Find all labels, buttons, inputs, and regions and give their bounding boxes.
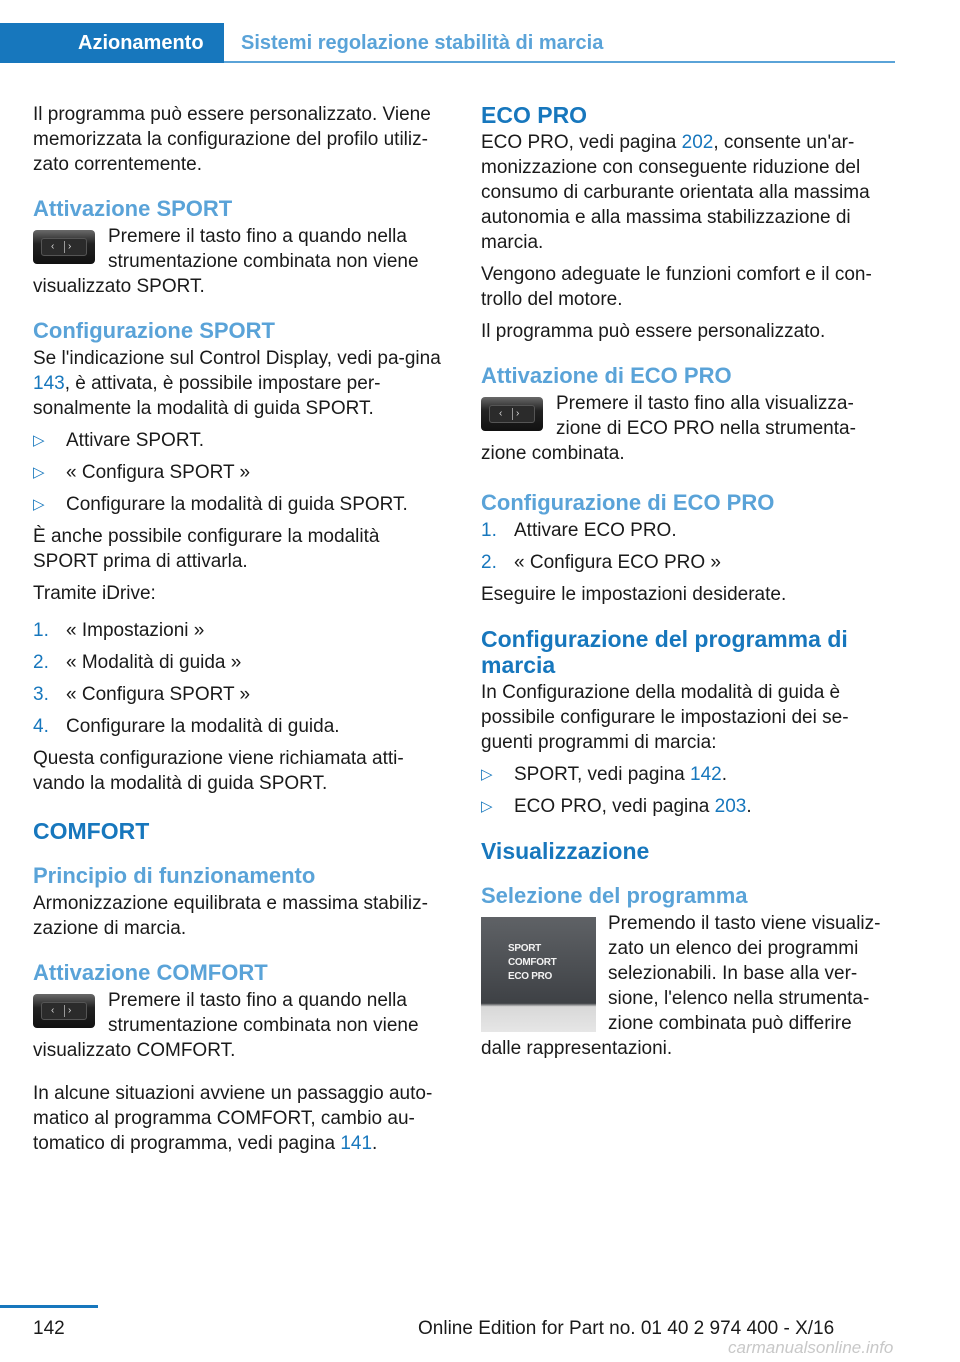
display-menu-sport: SPORT — [508, 943, 541, 954]
comfort-activation-heading: Attivazione COMFORT — [33, 960, 268, 985]
left-column — [33, 102, 449, 1163]
sport-config-paragraph: Se l'indicazione sul Control Display, vedi pa-gina 143, è attivata, è possibile impostare per-sonalmente la modalità di guida SPORT. — [33, 348, 441, 419]
list-item: ▷ Attivare SPORT. — [33, 430, 204, 451]
triangle-bullet-icon: ▷ — [33, 464, 45, 481]
driving-mode-button-icon: ‹ › — [33, 230, 95, 264]
comfort-activation-text: Premere il tasto fino a quando nella strumentazione combinata non viene visualizzato COMFORT. — [33, 990, 419, 1061]
display-menu-eco-pro: ECO PRO — [508, 971, 553, 982]
comfort-principle-paragraph: Armonizzazione equilibrata e massima stabiliz-zazione di marcia. — [33, 893, 428, 939]
page-link-143[interactable]: 143 — [33, 373, 65, 394]
sport-before-paragraph: È anche possibile configurare la modalità SPORT prima di attivarla. — [33, 526, 380, 572]
eco-activation-text: Premere il tasto fino alla visualizza-zione di ECO PRO nella strumenta-zione combinata. — [481, 393, 856, 464]
watermark: carmanualsonline.info — [728, 1338, 894, 1357]
footer-rule — [0, 1305, 98, 1308]
selection-block — [481, 911, 895, 1061]
triangle-bullet-icon: ▷ — [481, 798, 493, 815]
triangle-bullet-icon: ▷ — [481, 766, 493, 783]
eco-pro-paragraph: ECO PRO, vedi pagina 202, consente un'ar-monizzazione con conseguente riduzione del consumo di carburante orientata alla massima autonomia e alla massima stabilizzazione di marcia. — [481, 132, 870, 253]
triangle-bullet-icon: ▷ — [33, 496, 45, 513]
chapter-title: Sistemi regolazione stabilità di marcia — [241, 32, 604, 54]
edition-note: Online Edition for Part no. 01 40 2 974 400 - X/16 — [418, 1318, 835, 1339]
selection-text: Premendo il tasto viene visualiz-zato un elenco dei programmi selezionabili. In base alla ver-sione, l'elenco nella strumenta-zione combinata può differire dalle rappresentazioni. — [481, 913, 881, 1059]
display-heading: Visualizzazione — [481, 838, 650, 864]
eco-activation-heading: Attivazione di ECO PRO — [481, 363, 732, 388]
sport-steps-list — [33, 428, 449, 517]
sport-activation-heading: Attivazione SPORT — [33, 196, 233, 221]
driving-mode-button-icon: ‹ › — [481, 397, 543, 431]
eco-config-heading: Configurazione di ECO PRO — [481, 490, 775, 515]
idrive-label: Tramite iDrive: — [33, 583, 156, 604]
eco-custom-paragraph: Il programma può essere personalizzato. — [481, 321, 826, 342]
list-item: 4. Configurare la modalità di guida. — [33, 716, 340, 737]
comfort-auto-paragraph: In alcune situazioni avviene un passaggio auto-matico al programma COMFORT, cambio au-tomatico di programma, vedi pagina 141. — [33, 1083, 433, 1154]
sport-config-heading: Configurazione SPORT — [33, 318, 275, 343]
list-item: 1. Attivare ECO PRO. — [481, 520, 677, 541]
sport-activation-block — [33, 224, 449, 299]
program-config-paragraph: In Configurazione della modalità di guida è possibile configurare le impostazioni dei se-guenti programmi di marcia: — [481, 682, 849, 753]
triangle-bullet-icon: ▷ — [33, 432, 45, 449]
list-item: 2. « Modalità di guida » — [33, 652, 242, 673]
selection-heading: Selezione del programma — [481, 883, 748, 908]
list-item: ▷ ECO PRO, vedi pagina 203. — [481, 796, 752, 817]
list-item: ▷ SPORT, vedi pagina 142. — [481, 764, 728, 785]
program-config-heading: Configurazione del programma di marcia — [481, 626, 848, 678]
program-list-display-image — [481, 917, 596, 1032]
comfort-heading: COMFORT — [33, 818, 150, 844]
right-column — [481, 102, 895, 1068]
section-tab: Azionamento — [0, 23, 224, 63]
page-header — [0, 23, 895, 63]
eco-settings-paragraph: Eseguire le impostazioni desiderate. — [481, 584, 787, 605]
program-list — [481, 762, 895, 819]
page-link-202[interactable]: 202 — [681, 132, 714, 153]
page-link-141[interactable]: 141 — [340, 1133, 373, 1154]
eco-activation-block — [481, 391, 895, 466]
comfort-principle-heading: Principio di funzionamento — [33, 863, 316, 888]
list-item: ▷ Configurare la modalità di guida SPORT. — [33, 494, 408, 515]
eco-steps-list — [481, 518, 895, 575]
idrive-steps-list — [33, 618, 449, 739]
header-rule — [224, 61, 895, 63]
display-menu-comfort: COMFORT — [508, 957, 557, 968]
sport-activation-text: Premere il tasto fino a quando nella strumentazione combinata non viene visualizzato SPORT. — [33, 226, 419, 297]
list-item: 3. « Configura SPORT » — [33, 684, 251, 705]
driving-mode-button-icon: ‹ › — [33, 994, 95, 1028]
comfort-activation-block — [33, 988, 449, 1063]
list-item: ▷ « Configura SPORT » — [33, 462, 251, 483]
page-link-142[interactable]: 142 — [690, 764, 722, 785]
sport-recall-paragraph: Questa configurazione viene richiamata atti-vando la modalità di guida SPORT. — [33, 748, 404, 794]
list-item: 1. « Impostazioni » — [33, 620, 205, 641]
page-link-203[interactable]: 203 — [714, 796, 747, 817]
intro-paragraph: Il programma può essere personalizzato. Viene memorizzata la configurazione del profilo utiliz-zato correntemente. — [33, 104, 431, 175]
eco-adjust-paragraph: Vengono adeguate le funzioni comfort e il con-trollo del motore. — [481, 264, 872, 310]
eco-pro-heading: ECO PRO — [481, 102, 588, 128]
page-number: 142 — [33, 1318, 65, 1339]
list-item: 2. « Configura ECO PRO » — [481, 552, 721, 573]
